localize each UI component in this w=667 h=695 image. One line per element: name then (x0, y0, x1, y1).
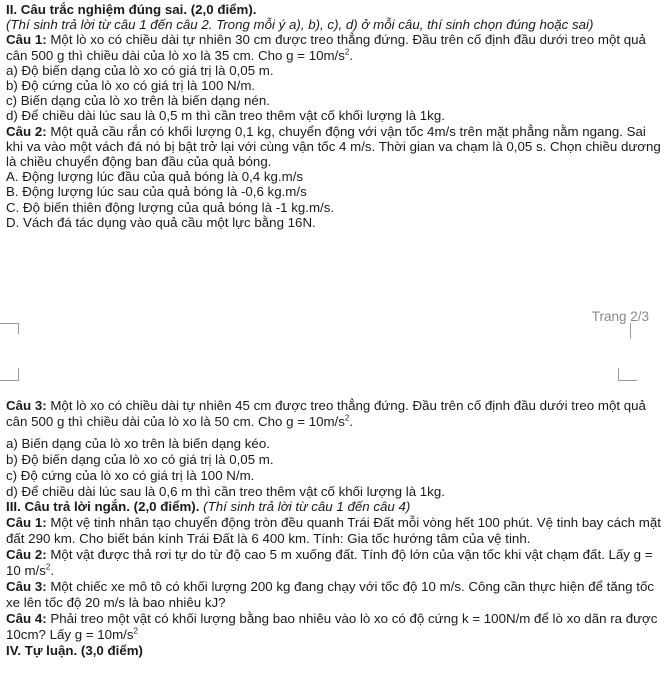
short-question-4-sup: 2 (133, 626, 138, 636)
page-number: Trang 2/3 (591, 309, 649, 324)
short-question-4-label: Câu 4: (6, 610, 47, 626)
page-corner-mark (0, 368, 19, 381)
page-corner-mark (630, 323, 632, 339)
section-2-instruction: (Thí sinh trả lời từ câu 1 đến câu 2. Trong mỗi ý a), b), c), d) ở mỗi câu, thí sinh chọn đúng hoặc sai) (6, 17, 594, 33)
question-1-option-c: c) Biến dạng của lò xo trên là biến dạng nén. (6, 93, 270, 109)
short-question-1-label: Câu 1: (6, 515, 47, 531)
short-question-4 (6, 611, 661, 643)
question-2-text: Một quả cầu rắn có khối lượng 0,1 kg, chuyển động với vận tốc 4m/s trên mặt phẳng nằm ngang. Sai khi va vào một vách đá nó bị bật trở lại với cùng vận tốc 4 m/s. Thời gian va chạm là 0,05 s. Chọn chiều dương là chiều chuyển động ban đầu của quả bóng. (6, 123, 661, 170)
question-2-option-a: A. Động lượng lúc đầu của quả bóng là 0,4 kg.m/s (6, 169, 304, 185)
short-question-4-text: Phải treo một vật có khối lượng bằng bao nhiêu vào lò xo có độ cứng k = 100N/m để lò xo dãn ra được 10cm? Lấy g = 10m/s (6, 610, 658, 642)
question-2-option-d: D. Vách đá tác dụng vào quả cầu một lực bằng 16N. (6, 214, 316, 230)
short-question-3-text: Một chiếc xe mô tô có khối lượng 200 kg đang chạy với tốc độ 10 m/s. Công cần thực hiện để tăng tốc xe lên tốc độ 20 m/s là bao nhiêu kJ? (6, 578, 654, 610)
short-question-3-label: Câu 3: (6, 578, 47, 594)
question-1-end: . (349, 47, 354, 63)
section-3-heading: III. Câu trả lời ngắn. (2,0 điểm). (6, 499, 200, 515)
question-3-option-a: a) Biến dạng của lò xo trên là biến dạng kéo. (6, 435, 270, 451)
section-4-heading: IV. Tự luận. (3,0 điểm) (6, 642, 143, 658)
short-question-2-text: Một vật được thả rơi tự do từ độ cao 5 m xuống đất. Tính độ lớn của vận tốc khi vật chạm đất. Lấy g = 10 m/s (6, 547, 653, 579)
question-2-option-c: C. Độ biến thiên động lượng của quả bóng là -1 kg.m/s. (6, 199, 335, 215)
question-1-option-b: b) Độ cứng của lò xo có giá trị là 100 N/m. (6, 78, 256, 94)
short-question-3 (6, 579, 661, 611)
question-2 (6, 124, 661, 170)
question-3-label: Câu 3: (6, 398, 47, 413)
question-1-text: Một lò xo có chiều dài tự nhiên 30 cm được treo thẳng đứng. Đầu trên cố định đầu dưới treo một quả cân 500 g thì chiều dài của lò xo là 35 cm. Cho g = 10m/s (6, 32, 646, 63)
question-2-label: Câu 2: (6, 123, 47, 139)
short-question-2 (6, 547, 661, 579)
question-1-label: Câu 1: (6, 32, 47, 48)
question-1-sup: 2 (344, 47, 350, 57)
short-question-1-text: Một vệ tinh nhân tạo chuyển động tròn đều quanh Trái Đất mỗi vòng hết 100 phút. Vệ tinh bay cách mặt đất 290 km. Cho biết bán kính Trái Đất là 6 400 km. Tính: Gia tốc hướng tâm của vệ tinh. (6, 515, 661, 547)
question-1-option-d: d) Để chiều dài lúc sau là 0,5 m thì cần treo thêm vật cố khối lượng là 1kg. (6, 108, 445, 124)
page-corner-mark (618, 368, 637, 381)
page-2-content (6, 2, 661, 230)
page-corner-mark (0, 323, 19, 334)
question-3-sup: 2 (344, 413, 350, 423)
short-question-2-end: . (50, 563, 55, 579)
question-2-option-b: B. Động lượng lúc sau của quả bóng là -0,6 kg.m/s (6, 184, 307, 200)
page-3-content (6, 398, 661, 659)
question-3-end: . (349, 413, 354, 429)
short-question-2-label: Câu 2: (6, 547, 47, 563)
question-3-option-c: c) Độ cứng của lò xo có giá trị là 100 N/m. (6, 467, 255, 483)
section-3-instruction: (Thí sinh trả lời từ câu 1 đến câu 4) (203, 499, 411, 515)
question-3-text: Một lò xo có chiều dài tự nhiên 45 cm được treo thẳng đứng. Đầu trên cố định đầu dưới treo một quả cân 500 g thì chiều dài của lò xo là 50 cm. Cho g = 10m/s (6, 398, 646, 429)
question-1 (6, 32, 661, 62)
question-3-option-b: b) Độ biến dạng của lò xo có giá trị là 0,05 m. (6, 451, 274, 467)
section-2-heading: II. Câu trắc nghiệm đúng sai. (2,0 điểm). (6, 2, 257, 17)
short-question-1 (6, 515, 661, 547)
question-3 (6, 398, 661, 430)
question-1-option-a: a) Độ biến dạng của lò xo có giá trị là 0,05 m. (6, 62, 274, 78)
section-3-heading-row (6, 499, 661, 515)
question-3-option-d: d) Để chiều dài lúc sau là 0,6 m thì cần treo thêm vật cố khối lượng là 1kg. (6, 483, 445, 499)
short-question-2-sup: 2 (45, 562, 51, 572)
